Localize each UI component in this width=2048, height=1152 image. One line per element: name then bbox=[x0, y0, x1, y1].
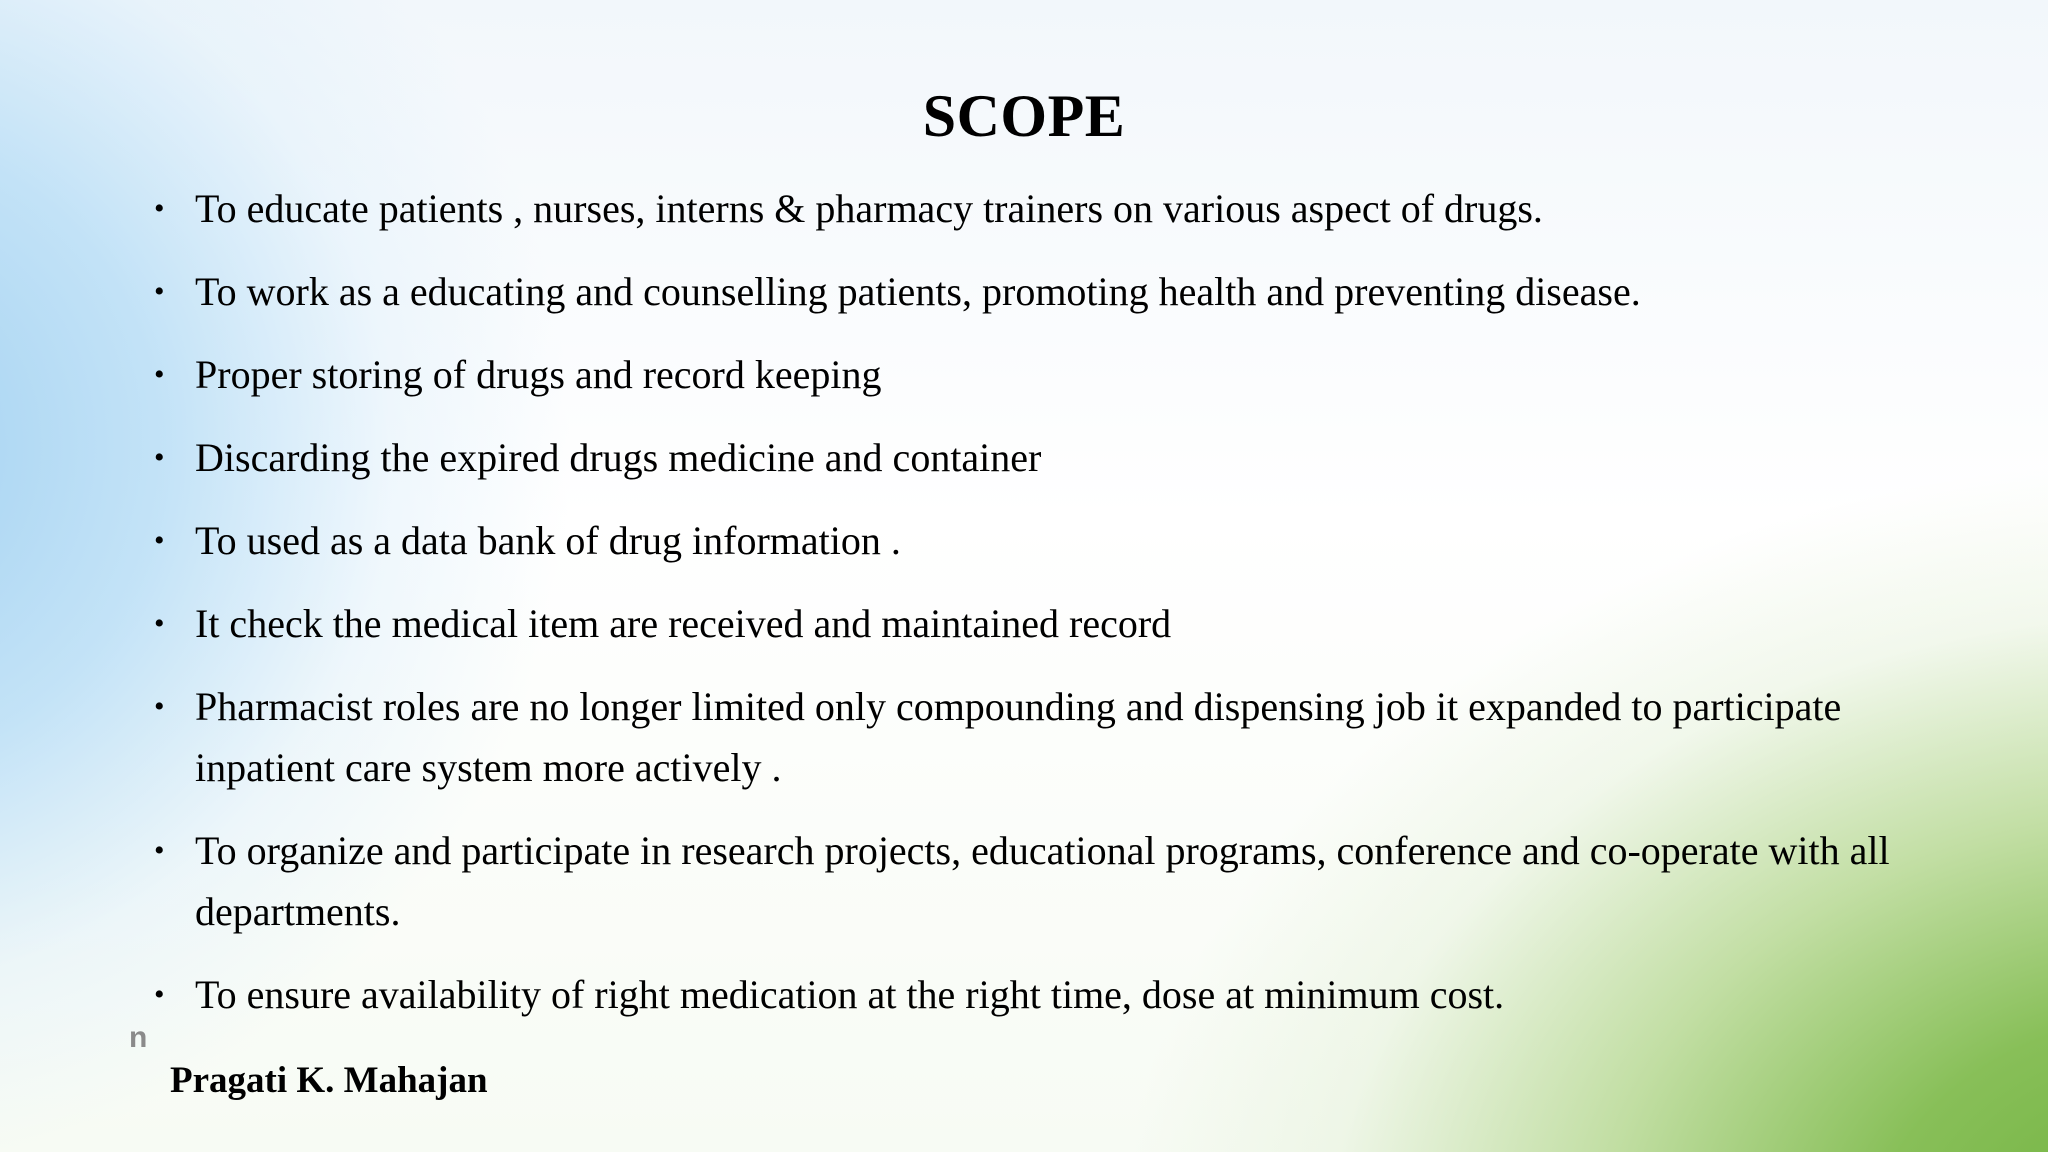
bullet-icon: • bbox=[154, 441, 165, 474]
bullet-text: Discarding the expired drugs medicine and container bbox=[195, 435, 1042, 480]
bullet-icon: • bbox=[154, 358, 165, 391]
stray-mark: n bbox=[129, 1021, 148, 1054]
list-item bbox=[154, 178, 1914, 239]
slide-title: SCOPE bbox=[922, 83, 1126, 149]
bullet-text: To organize and participate in research projects, educational programs, conference and co-operate with all departments. bbox=[195, 828, 1890, 934]
bullet-icon: • bbox=[154, 834, 165, 867]
bullet-icon: • bbox=[154, 978, 165, 1011]
bullet-text: Proper storing of drugs and record keeping bbox=[195, 352, 882, 397]
bullet-icon: • bbox=[154, 192, 165, 225]
list-item bbox=[154, 427, 1914, 488]
bullet-text: It check the medical item are received and maintained record bbox=[195, 601, 1172, 646]
list-item bbox=[154, 593, 1914, 654]
bullet-text: To educate patients , nurses, interns & pharmacy trainers on various aspect of drugs. bbox=[195, 186, 1543, 231]
list-item bbox=[154, 676, 1914, 798]
bullet-text: To used as a data bank of drug information . bbox=[195, 518, 901, 563]
bullet-icon: • bbox=[154, 524, 165, 557]
bullet-icon: • bbox=[154, 607, 165, 640]
list-item bbox=[154, 820, 1914, 942]
list-item bbox=[154, 344, 1914, 405]
list-item bbox=[154, 510, 1914, 571]
list-item bbox=[154, 261, 1914, 322]
bullet-text: To ensure availability of right medication at the right time, dose at minimum cost. bbox=[195, 972, 1505, 1017]
bullet-icon: • bbox=[154, 275, 165, 308]
bullet-text: Pharmacist roles are no longer limited only compounding and dispensing job it expanded to participate inpatient care system more actively . bbox=[195, 684, 1842, 790]
author-name: Pragati K. Mahajan bbox=[170, 1060, 488, 1101]
bullet-icon: • bbox=[154, 690, 165, 723]
bullet-text: To work as a educating and counselling patients, promoting health and preventing disease. bbox=[195, 269, 1641, 314]
list-item bbox=[154, 964, 1914, 1025]
bullet-list bbox=[154, 178, 1914, 1047]
